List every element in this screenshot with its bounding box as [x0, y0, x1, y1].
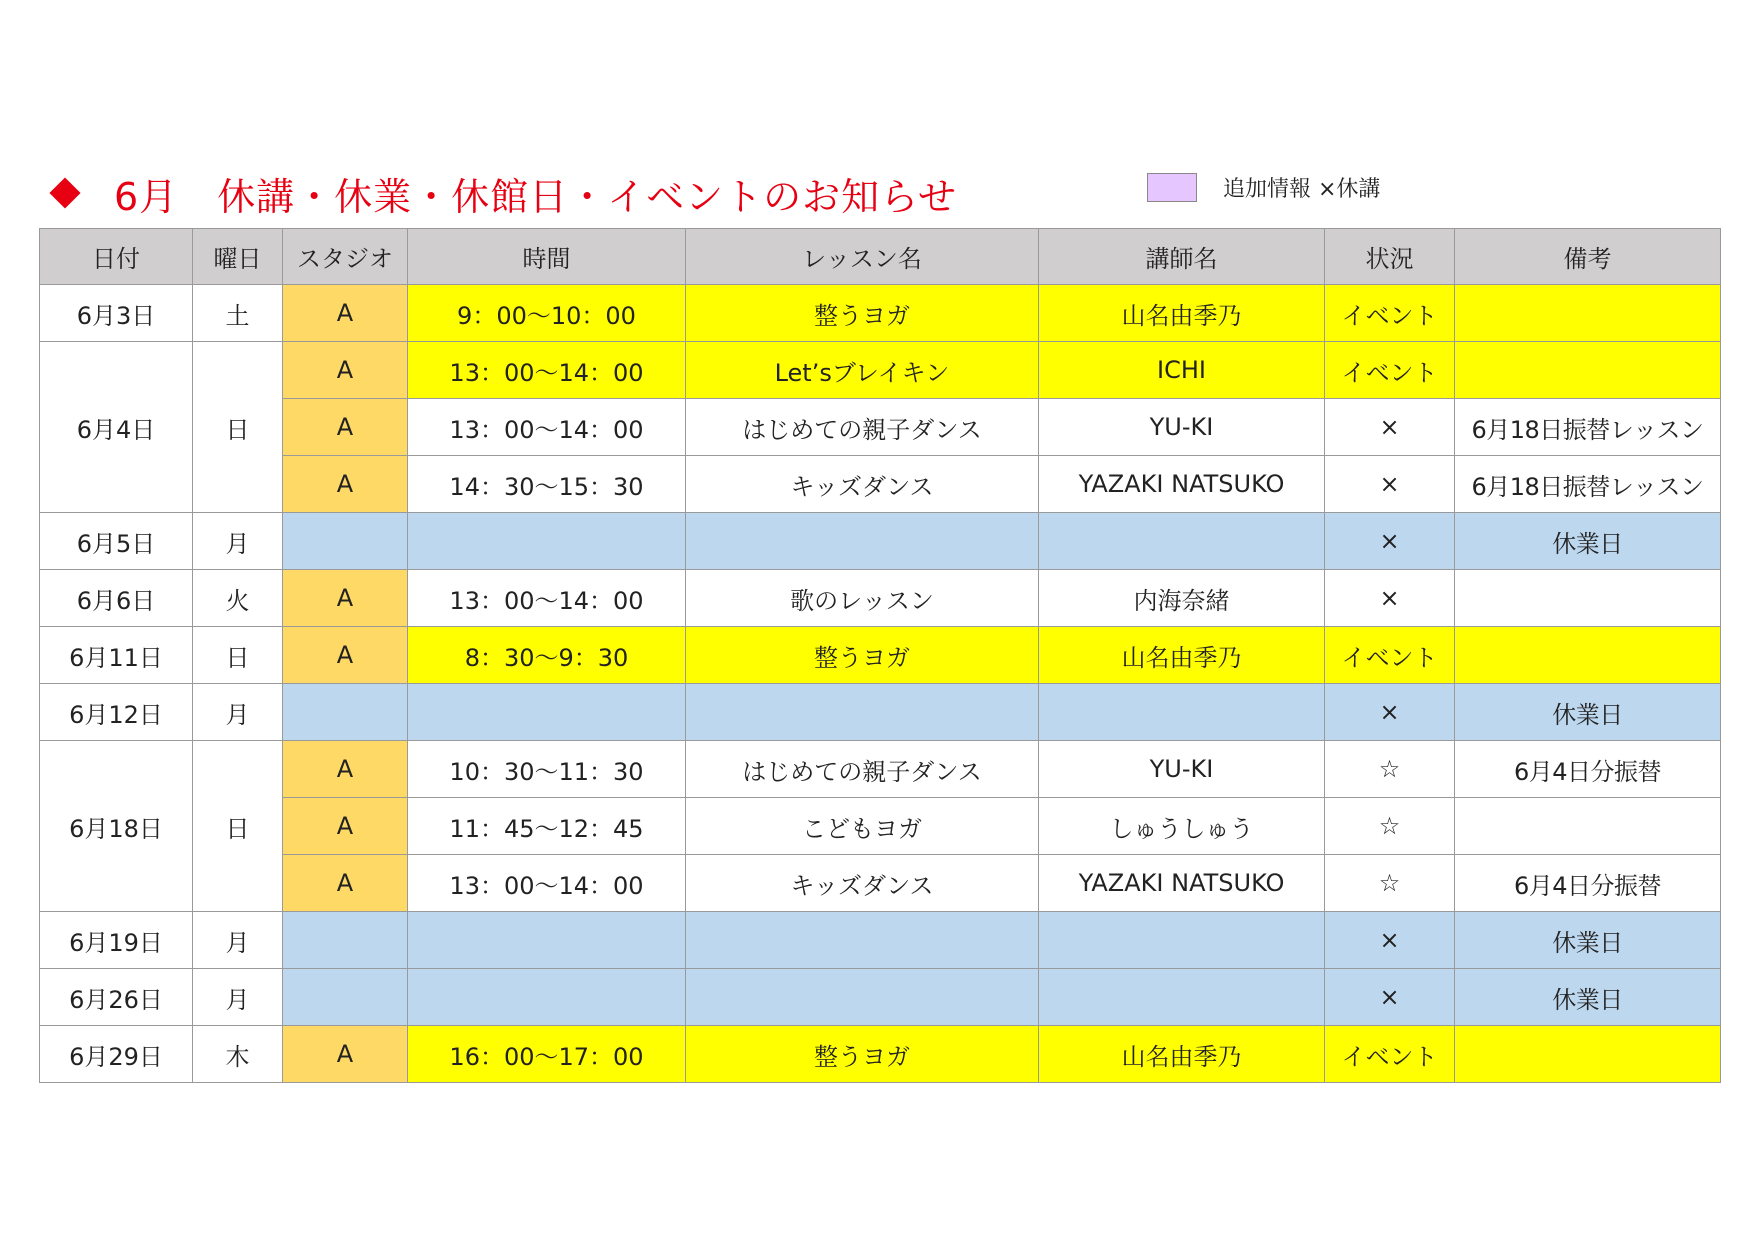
studio-cell: A: [283, 741, 408, 798]
lesson-cell: こどもヨガ: [686, 798, 1039, 855]
weekday-cell: 月: [193, 912, 283, 969]
date-cell: 6月6日: [40, 570, 193, 627]
lesson-cell: [686, 912, 1039, 969]
header-row: [40, 229, 1721, 285]
header-status: 状況: [1325, 229, 1455, 285]
instructor-cell: ICHI: [1039, 342, 1325, 399]
time-cell: 10：30～11：30: [408, 741, 686, 798]
table-row: [40, 741, 1721, 798]
weekday-cell: 土: [193, 285, 283, 342]
instructor-cell: [1039, 969, 1325, 1026]
studio-cell: [283, 969, 408, 1026]
header-day: 曜日: [193, 229, 283, 285]
studio-cell: [283, 513, 408, 570]
date-cell: 6月12日: [40, 684, 193, 741]
date-cell: 6月18日: [40, 741, 193, 912]
weekday-cell: 月: [193, 513, 283, 570]
legend-swatch: [1147, 173, 1197, 202]
studio-cell: A: [283, 456, 408, 513]
time-cell: [408, 969, 686, 1026]
lesson-cell: キッズダンス: [686, 855, 1039, 912]
note-cell: 6月18日振替レッスン: [1455, 399, 1721, 456]
diamond-bullet-icon: [49, 177, 80, 208]
legend-text: 追加情報 ×休講: [1223, 177, 1381, 202]
weekday-cell: 日: [193, 741, 283, 912]
instructor-cell: YAZAKI NATSUKO: [1039, 855, 1325, 912]
instructor-cell: YAZAKI NATSUKO: [1039, 456, 1325, 513]
status-cell: ×: [1325, 399, 1455, 456]
note-cell: [1455, 342, 1721, 399]
time-cell: [408, 513, 686, 570]
table-row: [40, 912, 1721, 969]
lesson-cell: はじめての親子ダンス: [686, 741, 1039, 798]
studio-cell: A: [283, 342, 408, 399]
time-cell: 16：00～17：00: [408, 1026, 686, 1083]
lesson-cell: キッズダンス: [686, 456, 1039, 513]
table-row: [40, 285, 1721, 342]
status-cell: イベント: [1325, 627, 1455, 684]
studio-cell: [283, 912, 408, 969]
time-cell: [408, 684, 686, 741]
date-cell: 6月29日: [40, 1026, 193, 1083]
note-cell: [1455, 627, 1721, 684]
instructor-cell: [1039, 912, 1325, 969]
table-row: [40, 969, 1721, 1026]
status-cell: ×: [1325, 570, 1455, 627]
studio-cell: A: [283, 855, 408, 912]
weekday-cell: 日: [193, 342, 283, 513]
status-cell: ☆: [1325, 855, 1455, 912]
page-title: 6月 休講・休業・休館日・イベントのお知らせ: [114, 174, 958, 219]
studio-cell: A: [283, 798, 408, 855]
lesson-cell: Let’sブレイキン: [686, 342, 1039, 399]
date-cell: 6月5日: [40, 513, 193, 570]
instructor-cell: YU-KI: [1039, 741, 1325, 798]
time-cell: 14：30～15：30: [408, 456, 686, 513]
status-cell: イベント: [1325, 1026, 1455, 1083]
date-cell: 6月4日: [40, 342, 193, 513]
header-note: 備考: [1455, 229, 1721, 285]
weekday-cell: 火: [193, 570, 283, 627]
status-cell: ×: [1325, 513, 1455, 570]
note-cell: 6月4日分振替: [1455, 741, 1721, 798]
instructor-cell: 山名由季乃: [1039, 285, 1325, 342]
note-cell: [1455, 798, 1721, 855]
weekday-cell: 月: [193, 684, 283, 741]
lesson-cell: 歌のレッスン: [686, 570, 1039, 627]
studio-cell: [283, 684, 408, 741]
table-row: [40, 570, 1721, 627]
note-cell: 休業日: [1455, 912, 1721, 969]
header-lesson: レッスン名: [686, 229, 1039, 285]
note-cell: 休業日: [1455, 684, 1721, 741]
lesson-cell: はじめての親子ダンス: [686, 399, 1039, 456]
lesson-cell: [686, 513, 1039, 570]
status-cell: イベント: [1325, 285, 1455, 342]
lesson-cell: 整うヨガ: [686, 285, 1039, 342]
header-time: 時間: [408, 229, 686, 285]
note-cell: 6月18日振替レッスン: [1455, 456, 1721, 513]
instructor-cell: [1039, 684, 1325, 741]
time-cell: 13：00～14：00: [408, 342, 686, 399]
weekday-cell: 日: [193, 627, 283, 684]
weekday-cell: 月: [193, 969, 283, 1026]
studio-cell: A: [283, 570, 408, 627]
instructor-cell: 山名由季乃: [1039, 627, 1325, 684]
note-cell: [1455, 1026, 1721, 1083]
instructor-cell: 内海奈緒: [1039, 570, 1325, 627]
instructor-cell: しゅうしゅう: [1039, 798, 1325, 855]
time-cell: 13：00～14：00: [408, 399, 686, 456]
time-cell: 11：45～12：45: [408, 798, 686, 855]
time-cell: 13：00～14：00: [408, 855, 686, 912]
studio-cell: A: [283, 627, 408, 684]
note-cell: 休業日: [1455, 513, 1721, 570]
note-cell: 6月4日分振替: [1455, 855, 1721, 912]
header-date: 日付: [40, 229, 193, 285]
studio-cell: A: [283, 399, 408, 456]
date-cell: 6月3日: [40, 285, 193, 342]
date-cell: 6月19日: [40, 912, 193, 969]
table-row: [40, 627, 1721, 684]
weekday-cell: 木: [193, 1026, 283, 1083]
lesson-cell: [686, 684, 1039, 741]
instructor-cell: [1039, 513, 1325, 570]
status-cell: ×: [1325, 912, 1455, 969]
table-row: [40, 684, 1721, 741]
legend: [1147, 172, 1380, 203]
status-cell: ☆: [1325, 798, 1455, 855]
header-instructor: 講師名: [1039, 229, 1325, 285]
lesson-cell: 整うヨガ: [686, 1026, 1039, 1083]
table-row: [40, 1026, 1721, 1083]
instructor-cell: YU-KI: [1039, 399, 1325, 456]
schedule-table: [39, 228, 1721, 1083]
status-cell: イベント: [1325, 342, 1455, 399]
lesson-cell: 整うヨガ: [686, 627, 1039, 684]
date-cell: 6月26日: [40, 969, 193, 1026]
note-cell: [1455, 285, 1721, 342]
note-cell: [1455, 570, 1721, 627]
note-cell: 休業日: [1455, 969, 1721, 1026]
table-row: [40, 855, 1721, 912]
time-cell: 13：00～14：00: [408, 570, 686, 627]
studio-cell: A: [283, 1026, 408, 1083]
status-cell: ×: [1325, 969, 1455, 1026]
time-cell: 9：00～10：00: [408, 285, 686, 342]
table-row: [40, 513, 1721, 570]
time-cell: [408, 912, 686, 969]
table-row: [40, 399, 1721, 456]
table-row: [40, 798, 1721, 855]
lesson-cell: [686, 969, 1039, 1026]
table-row: [40, 342, 1721, 399]
status-cell: ☆: [1325, 741, 1455, 798]
instructor-cell: 山名由季乃: [1039, 1026, 1325, 1083]
time-cell: 8：30～9：30: [408, 627, 686, 684]
status-cell: ×: [1325, 684, 1455, 741]
title-row: [48, 168, 957, 218]
table-row: [40, 456, 1721, 513]
status-cell: ×: [1325, 456, 1455, 513]
header-studio: スタジオ: [283, 229, 408, 285]
date-cell: 6月11日: [40, 627, 193, 684]
studio-cell: A: [283, 285, 408, 342]
schedule-body: [40, 285, 1721, 1083]
